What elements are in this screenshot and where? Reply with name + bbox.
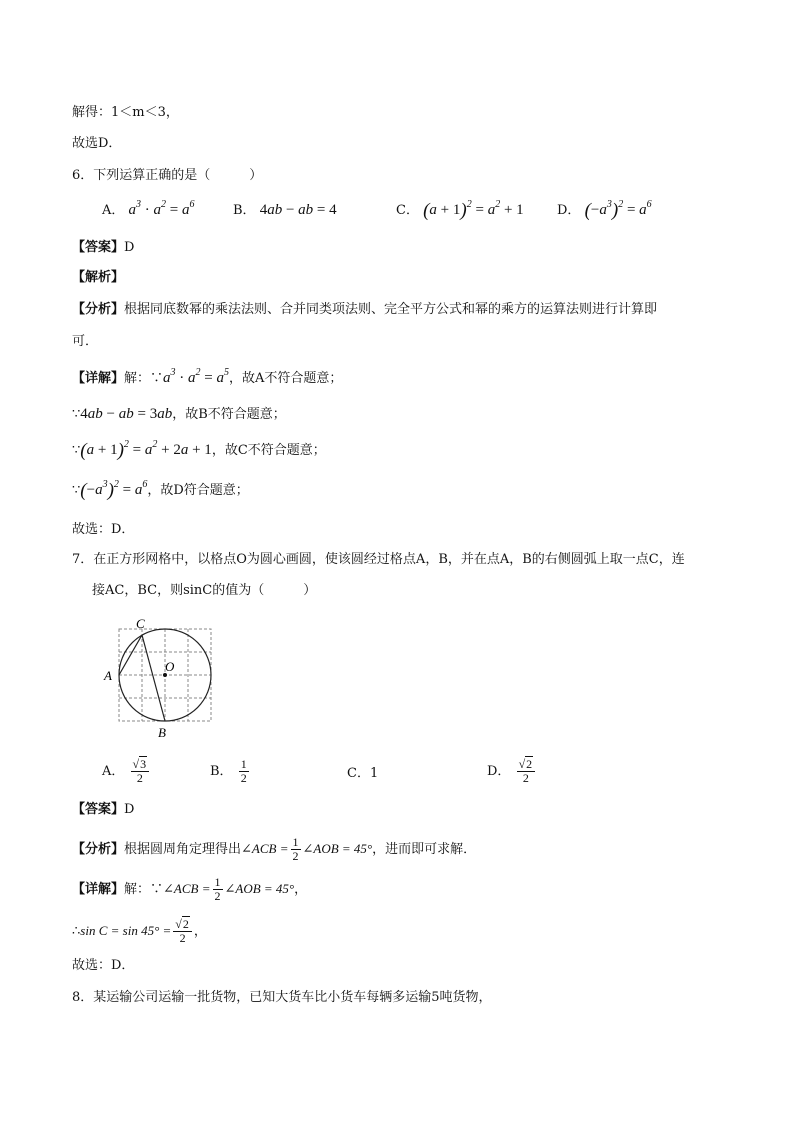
segment-bc bbox=[142, 635, 165, 721]
question-6-stem: 6．下列运算正确的是（ ） bbox=[72, 168, 263, 183]
label-c: C bbox=[136, 616, 145, 631]
label-a: A bbox=[104, 668, 112, 683]
q6-answer: 【答案】D bbox=[72, 240, 135, 255]
q7-analysis: 【分析】根据圆周角定理得出∠ACB = $\frac{1}{2}$ ∠AOB = 45°，进而即可求解． bbox=[72, 835, 477, 863]
q6-detail-2: ∵4ab − ab = 3ab，故B不符合题意； bbox=[72, 406, 286, 422]
q7-choose: 故选：D． bbox=[72, 958, 135, 973]
q7-option-b: B． $\frac{1}{2}$ bbox=[210, 757, 247, 785]
q6-choose: 故选：D． bbox=[72, 522, 135, 537]
q6-option-c: C． $(a + 1)^2 = a^2 + 1$ bbox=[396, 199, 524, 221]
label-o: O bbox=[165, 659, 175, 674]
q7-option-a: A． $\frac{√3}{2}$ bbox=[102, 758, 151, 785]
question-8-stem: 8．某运输公司运输一批货物，已知大货车比小货车每辆多运输5吨货物， bbox=[72, 990, 492, 1005]
q7-option-d: D． $\frac{√2}{2}$ bbox=[487, 758, 537, 785]
q6-detail-4: $\because(-a^3)^2 = a^6$，故D符合题意； bbox=[72, 479, 249, 501]
circle-grid-figure bbox=[100, 616, 220, 740]
question-7-stem: 7．在正方形网格中，以格点O为圆心画圆，使该圆经过格点A，B，并在点A，B的右侧圆弧上取一点C，连 bbox=[72, 552, 685, 567]
q6-analysis-heading: 【解析】 bbox=[72, 270, 125, 285]
q6-option-d: D． $(-a^3)^2 = a^6$ bbox=[557, 199, 652, 221]
q7-option-c: C．1 bbox=[347, 766, 379, 781]
q7-detail-2: ∴sin C = sin 45° = $\frac{√2}{2}$ ， bbox=[72, 917, 207, 945]
q6-analysis: 【分析】根据同底数幂的乘法法则、合并同类项法则、完全平方公式和幂的乘方的运算法则进行计算即 bbox=[72, 302, 658, 317]
solution-line: 解得：1＜m＜3， bbox=[72, 105, 179, 120]
q6-detail-1: 【详解】解：$\because a^3 \cdot a^2 = a^5$，故A不符合题意； bbox=[72, 367, 343, 386]
q6-option-b: B． 4ab − ab = 4 bbox=[233, 202, 337, 218]
q7-detail-1: 【详解】解：∵∠ACB = $\frac{1}{2}$ ∠AOB = 45°， bbox=[72, 875, 308, 903]
q6-detail-3: ∵(a + $1)^2 = a^2 + 2a + 1$，故C不符合题意； bbox=[72, 439, 326, 461]
q6-analysis-cont: 可． bbox=[72, 334, 99, 349]
question-7-stem-cont: 接AC，BC，则sinC的值为（ ） bbox=[92, 583, 317, 598]
choose-line: 故选D． bbox=[72, 136, 122, 151]
label-b: B bbox=[158, 725, 166, 740]
q7-answer: 【答案】D bbox=[72, 802, 135, 817]
segment-ac bbox=[119, 635, 142, 675]
q6-option-a: A． $a^3 \cdot a^2 = a^6$ bbox=[102, 199, 195, 218]
